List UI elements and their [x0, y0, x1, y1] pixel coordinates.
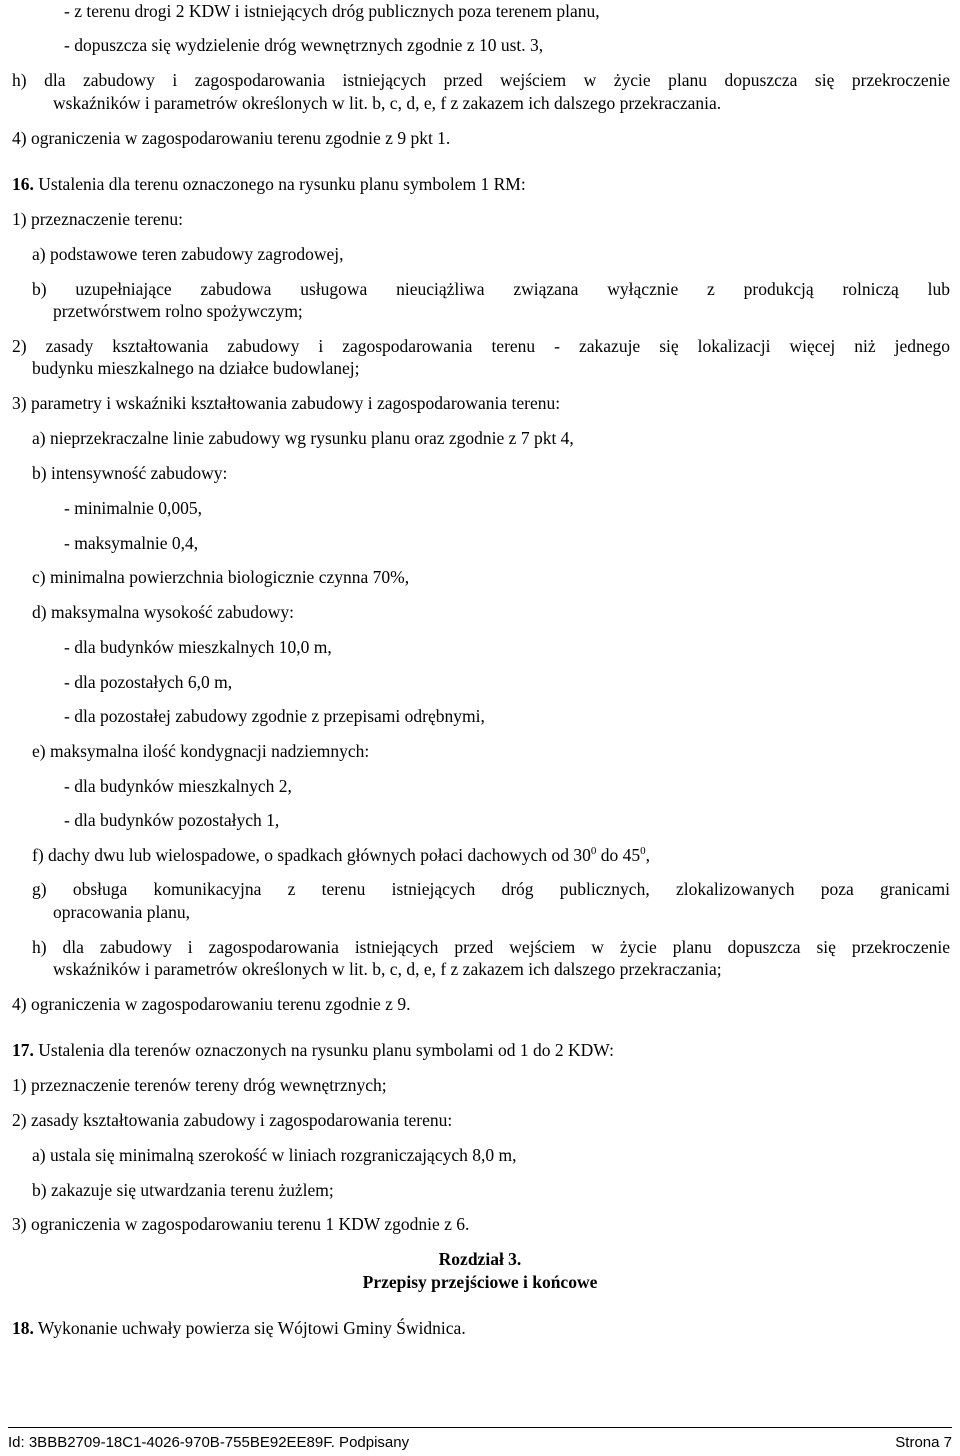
paragraph-text: Ustalenia dla terenu oznaczonego na rysunku planu symbolem 1 RM:	[33, 174, 526, 194]
paragraph-number: 16.	[12, 174, 34, 194]
text-line: a) nieprzekraczalne linie zabudowy wg rysunku planu oraz zgodnie z 7 pkt 4,	[32, 428, 574, 448]
roof-text: f) dachy dwu lub wielospadowe, o spadkach głównych połaci dachowych od 30	[32, 845, 591, 865]
paragraph-18-heading	[12, 1317, 466, 1339]
text-line: wskaźników i parametrów określonych w lit. b, c, d, e, f z zakazem ich dalszego przekraczania;	[53, 959, 722, 979]
paragraph-16-heading	[12, 173, 526, 195]
text-line: - dla budynków mieszkalnych 10,0 m,	[64, 637, 332, 657]
text-line: - minimalnie 0,005,	[64, 498, 203, 518]
text-line: 4) ograniczenia w zagospodarowaniu terenu zgodnie z 9.	[12, 994, 411, 1014]
text-line: g) obsługa komunikacyjna z terenu istniejących dróg publicznych, zlokalizowanych poza granicami	[32, 879, 950, 899]
text-line: przetwórstwem rolno spożywczym;	[53, 301, 303, 321]
roof-text-tail: ,	[645, 845, 651, 865]
text-line: opracowania planu,	[53, 902, 191, 922]
text-line: 4) ograniczenia w zagospodarowaniu terenu zgodnie z 9 pkt 1.	[12, 128, 451, 148]
text-line: b) uzupełniające zabudowa usługowa nieuciążliwa związana wyłącznie z produkcją rolniczą lub	[32, 279, 950, 299]
degree-sup: 0	[590, 845, 597, 858]
paragraph-text: Ustalenia dla terenów oznaczonych na rysunku planu symbolami od 1 do 2 KDW:	[33, 1040, 614, 1060]
text-line: e) maksymalna ilość kondygnacji nadziemnych:	[32, 741, 370, 761]
text-line: c) minimalna powierzchnia biologicznie czynna 70%,	[32, 567, 410, 587]
chapter-subtitle: Przepisy przejściowe i końcowe	[362, 1272, 598, 1292]
text-line: 2) zasady kształtowania zabudowy i zagospodarowania terenu - zakazuje się lokalizacji więcej niż jednego	[12, 336, 950, 356]
paragraph-number: 17.	[12, 1040, 34, 1060]
text-line: a) ustala się minimalną szerokość w liniach rozgraniczających 8,0 m,	[32, 1145, 517, 1165]
text-line: 1) przeznaczenie terenów tereny dróg wewnętrznych;	[12, 1075, 387, 1095]
text-line-roof	[32, 844, 650, 866]
text-line: - z terenu drogi 2 KDW i istniejących dróg publicznych poza terenem planu,	[64, 1, 600, 21]
text-line: 2) zasady kształtowania zabudowy i zagospodarowania terenu:	[12, 1110, 453, 1130]
text-line: - maksymalnie 0,4,	[64, 533, 199, 553]
text-line: b) intensywność zabudowy:	[32, 463, 228, 483]
text-line: 3) ograniczenia w zagospodarowaniu terenu 1 KDW zgodnie z 6.	[12, 1214, 470, 1234]
text-line: - dla budynków mieszkalnych 2,	[64, 776, 292, 796]
footer-document-id: Id: 3BBB2709-18C1-4026-970B-755BE92EE89F. Podpisany	[8, 1434, 410, 1451]
text-line: b) zakazuje się utwardzania terenu żużlem;	[32, 1180, 334, 1200]
chapter-title: Rozdział 3.	[438, 1249, 522, 1269]
text-line: 1) przeznaczenie terenu:	[12, 209, 183, 229]
text-line: h) dla zabudowy i zagospodarowania istniejących przed wejściem w życie planu dopuszcza się przekroczenie	[12, 70, 950, 90]
footer-page-number: Strona 7	[895, 1434, 952, 1451]
text-line: - dla pozostałych 6,0 m,	[64, 672, 233, 692]
text-line: - dopuszcza się wydzielenie dróg wewnętrznych zgodnie z 10 ust. 3,	[64, 35, 544, 55]
text-line: - dla pozostałej zabudowy zgodnie z przepisami odrębnymi,	[64, 706, 485, 726]
paragraph-number: 18.	[12, 1318, 34, 1338]
text-line: budynku mieszkalnego na działce budowlanej;	[32, 358, 360, 378]
text-line: 3) parametry i wskaźniki kształtowania zabudowy i zagospodarowania terenu:	[12, 393, 561, 413]
text-line: wskaźników i parametrów określonych w lit. b, c, d, e, f z zakazem ich dalszego przekraczania.	[53, 93, 722, 113]
text-line: d) maksymalna wysokość zabudowy:	[32, 602, 294, 622]
degree-sup: 0	[640, 845, 646, 858]
footer-divider	[8, 1427, 952, 1428]
roof-text-mid: do 45	[596, 845, 641, 865]
paragraph-text: Wykonanie uchwały powierza się Wójtowi Gminy Świdnica.	[33, 1318, 466, 1338]
text-line: - dla budynków pozostałych 1,	[64, 810, 280, 830]
text-line: h) dla zabudowy i zagospodarowania istniejących przed wejściem w życie planu dopuszcza się przekroczenie	[32, 937, 950, 957]
paragraph-17-heading	[12, 1039, 614, 1061]
text-line: a) podstawowe teren zabudowy zagrodowej,	[32, 244, 344, 264]
